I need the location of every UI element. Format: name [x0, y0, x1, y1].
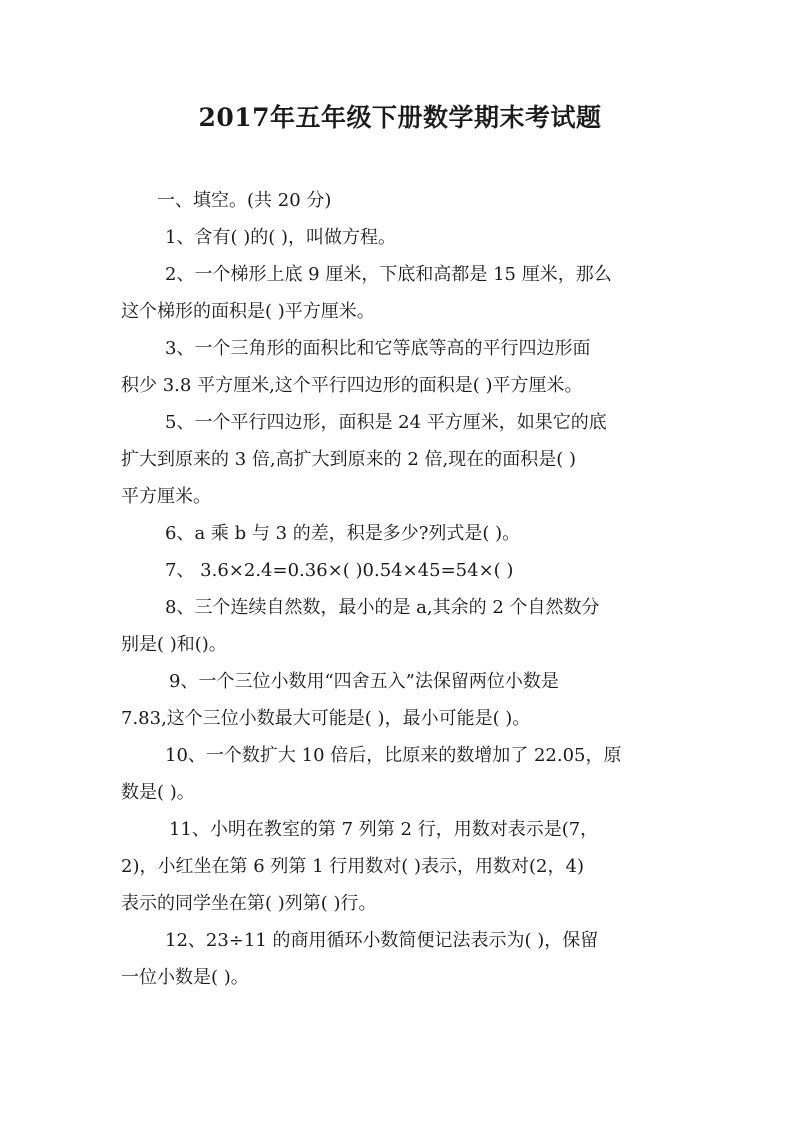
- document-content: [121, 182, 691, 996]
- question-line: 7、 3.6×2.4=0.36×( )0.54×45=54×( ): [165, 560, 514, 581]
- question-line: 数是( )。: [121, 782, 195, 803]
- document-title: 2017年五年级下册数学期末考试题: [198, 103, 602, 132]
- question-11: [121, 811, 691, 922]
- question-line: 8、三个连续自然数，最小的是 a,其余的 2 个自然数分: [165, 597, 600, 618]
- question-3: [121, 330, 691, 404]
- question-line: 10、一个数扩大 10 倍后，比原来的数增加了 22.05，原: [165, 745, 622, 766]
- question-line: 2)，小红坐在第 6 列第 1 行用数对( )表示，用数对(2，4): [121, 856, 584, 877]
- question-1: [121, 219, 691, 256]
- question-8: [121, 589, 691, 663]
- question-line: 这个梯形的面积是( )平方厘米。: [121, 301, 375, 322]
- question-line: 扩大到原来的 3 倍,高扩大到原来的 2 倍,现在的面积是( ): [121, 449, 576, 470]
- question-12: [121, 922, 691, 996]
- question-line: 平方厘米。: [121, 486, 211, 507]
- question-line: 11、小明在教室的第 7 列第 2 行，用数对表示是(7，: [169, 819, 599, 840]
- question-line: 别是( )和()。: [121, 634, 227, 655]
- question-list: [121, 219, 691, 996]
- question-line: 积少 3.8 平方厘米,这个平行四边形的面积是( )平方厘米。: [121, 375, 583, 396]
- question-line: 1、含有( )的( )，叫做方程。: [165, 227, 396, 248]
- question-5: [121, 404, 691, 515]
- question-line: 12、23÷11 的商用循环小数简便记法表示为( )，保留: [165, 930, 599, 951]
- question-line: 7.83,这个三位小数最大可能是( )，最小可能是( )。: [121, 708, 531, 729]
- question-6: [121, 515, 691, 552]
- question-line: 表示的同学坐在第( )列第( )行。: [121, 893, 377, 914]
- question-9: [121, 663, 691, 737]
- question-10: [121, 737, 691, 811]
- question-line: 9、一个三位小数用“四舍五入”法保留两位小数是: [169, 671, 559, 692]
- question-line: 2、一个梯形上底 9 厘米，下底和高都是 15 厘米，那么: [165, 264, 612, 285]
- question-line: 5、一个平行四边形，面积是 24 平方厘米，如果它的底: [165, 412, 607, 433]
- question-7: [121, 552, 691, 589]
- section-heading: 一、填空。(共 20 分): [157, 190, 332, 211]
- question-2: [121, 256, 691, 330]
- question-line: 一位小数是( )。: [121, 967, 249, 988]
- question-line: 3、一个三角形的面积比和它等底等高的平行四边形面: [165, 338, 591, 359]
- question-line: 6、a 乘 b 与 3 的差，积是多少?列式是( )。: [165, 523, 521, 544]
